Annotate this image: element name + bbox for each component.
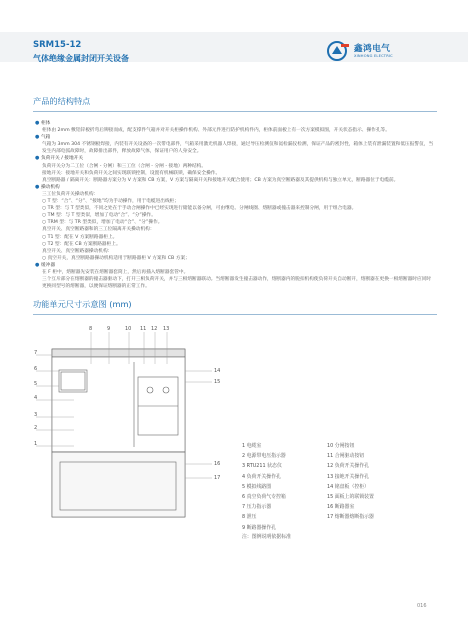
feature-option-text: T 型：“合”、“分”、“接地”均为手动操作，用于电缆进出线柜；: [47, 199, 180, 205]
product-model: SRM15-12: [33, 40, 82, 50]
legend-item: 14 铭盘板（控柜）: [327, 483, 370, 490]
feature-option-text: T1 型：配在 V 方案断路器柜上。: [47, 234, 118, 240]
diagram-note: 注：图例说明依据标准: [242, 534, 291, 540]
legend-item: 13 接地开关操作孔: [327, 473, 370, 480]
callout-6: 6: [34, 366, 38, 372]
callout-1: 1: [34, 441, 38, 447]
legend-item: 4 负荷开关操作孔: [242, 473, 281, 480]
legend-item: 9 断路器操作孔: [242, 524, 277, 531]
legend-item: 8 泄压: [242, 514, 257, 521]
feature-option: [35, 212, 435, 219]
legend-item: 10 分闸按钮: [327, 443, 355, 449]
feature-option: [35, 198, 435, 205]
callout-9: 9: [107, 326, 111, 332]
feature-option: [35, 205, 435, 212]
page-number: 016: [417, 603, 427, 609]
feature-heading-text: 柜体: [40, 121, 51, 126]
feature-text: 三个互斥部分在熔断器的撞击器驱动下，打开三相负荷开关，并与三相熔断器联动。当熔断器发生撞击器动作，熔断器内的脱扣机构使负荷开关自动断开，熔断器在更换一相熔断器时应同时更换同型号的熔断器，以便保证熔断器的正常工作。: [42, 277, 432, 290]
feature-text: 气箱为 3mm 304 不锈钢板焊接，内装有开关设备的一次带电部件，气箱采用激光机器人焊接，通过导压检测仪和氦检漏仪检测，保证产品的密封性，箱体上装有泄漏装置和低压报警仪，当发生内部电弧故障时，故障排出部件，释放故障气体，保证用户的人身安全。: [42, 142, 434, 155]
callout-2: 2: [34, 425, 38, 431]
feature-option: [35, 219, 435, 226]
callout-3: 3: [34, 412, 38, 418]
legend-item: 6 真空负荷气专控箱: [242, 494, 286, 500]
bullet-icon: ●: [35, 120, 41, 126]
feature-heading-text: 缓冲器: [40, 262, 56, 268]
callout-11: 11: [140, 326, 147, 332]
structure-section-title: 产品的结构特点: [33, 96, 91, 106]
legend-item: 2 电源带电压指示器: [242, 453, 286, 460]
brand-logo-icon: [327, 41, 351, 61]
callout-13: 13: [163, 326, 170, 332]
circle-bullet-icon: ○: [42, 199, 48, 205]
legend-item: 12 负荷开关操作孔: [327, 463, 370, 470]
feature-heading-text: 气箱: [40, 135, 51, 141]
bullet-icon: ●: [35, 134, 41, 141]
dimension-section-title: 功能单元尺寸示意图 (mm): [33, 299, 132, 309]
feature-text: 真空开关、真空断路器操动机构：: [42, 248, 113, 254]
callout-8: 8: [89, 326, 93, 332]
section-divider-2: [33, 314, 437, 315]
feature-heading: [35, 120, 435, 127]
feature-text: 接地开关：接地开关和负荷开关之间实现联锁控制，设置有机械联锁，确保安全操作。: [42, 170, 221, 176]
callout-5: 5: [34, 381, 38, 387]
feature-option-text: TR 型：与 T 型类似，不同之处在于手动合闸操作中已经实现进行储能以备分闸，可由继电、分闸线圈、熔断器或撞击器来控制分闸，用于组合电器。: [47, 206, 357, 212]
structure-body: [35, 120, 435, 290]
feature-text: 在 F 柜中，熔断器先安装在熔断器套筒上，然后再插入熔断器套管中。: [42, 269, 189, 275]
feature-heading: [35, 155, 435, 162]
feature-text: 负荷开关分为二工位（合闸 - 分闸）和三工位（合闸 - 分闸 - 接地）两种结构。: [42, 163, 207, 169]
callout-15: 15: [214, 379, 221, 385]
callout-4: 4: [34, 395, 38, 401]
circle-bullet-icon: ○: [42, 220, 48, 226]
feature-option-text: 真空开关，真空断路器操动机构适用于断路器柜 V 方案和 CB 方案；: [47, 255, 190, 261]
feature-text: 柜体由 2mm 敷铝锌板折弯后铆接而成，配支撑件气箱并对开关柜操作机构、外部元件进行防护机构件内，柜体前面板上有一次方案模拟图，开关状态指示、操作孔等。: [42, 128, 390, 134]
legend-item: 3 RTU211 状态仪: [242, 463, 282, 470]
feature-option: [35, 241, 435, 248]
feature-text: 真空断路器 / 隔离开关：断路器方案分为 V 方案和 CB 方案，V 方案与隔离开关和接地开关配合使用；CB 方案为真空断路器及其提供机构与独立单元，断路器位于电缆前。: [42, 177, 399, 183]
page-header: [0, 0, 468, 76]
circle-bullet-icon: ○: [42, 206, 48, 212]
legend-item: 1 电缆室: [242, 443, 262, 449]
feature-text: 真空开关、真空断路器和的三工位隔离开关操动机构：: [42, 227, 155, 233]
legend-item: 17 熔断器熔断指示器: [327, 514, 374, 521]
callout-17: 17: [214, 475, 221, 481]
product-subtitle: 气体绝缘金属封闭开关设备: [33, 54, 129, 63]
circle-bullet-icon: ○: [42, 234, 48, 240]
feature-option: [35, 255, 435, 262]
brand-logo: [327, 41, 437, 61]
callout-10: 10: [125, 326, 132, 332]
callout-7: 7: [34, 350, 38, 356]
legend-item: 11 合闸驱动按钮: [327, 453, 365, 460]
feature-option-text: T2 型：配在 CB 方案断路器柜上。: [47, 241, 121, 247]
feature-heading-text: 负荷开关 / 接地开关: [40, 156, 84, 162]
brand-name-en: XINHONG ELECTRIC: [354, 54, 393, 58]
bullet-icon: ●: [35, 261, 41, 268]
circle-bullet-icon: ○: [42, 213, 48, 219]
legend-item: 5 模拟线路图: [242, 483, 272, 490]
feature-option-text: TRM 型：与 TR 型类似，增加了电动“合”、“分”操作。: [47, 220, 163, 226]
circle-bullet-icon: ○: [42, 255, 48, 261]
feature-option-text: TM 型：与 T 型类似，增加了电动“合”、“分”操作。: [47, 213, 156, 219]
feature-heading: [35, 134, 435, 141]
feature-text: 三工位负荷开关操动机构：: [42, 191, 99, 197]
legend-item: 7 压力指示器: [242, 504, 272, 511]
section-divider: [33, 111, 437, 112]
feature-heading: [35, 184, 435, 191]
brand-name: 鑫鸿电气: [354, 44, 391, 54]
bullet-icon: ●: [35, 155, 41, 162]
cabinet-diagram: [34, 322, 236, 522]
callout-16: 16: [214, 461, 221, 467]
callout-12: 12: [151, 326, 158, 332]
feature-heading: [35, 262, 435, 269]
bullet-icon: ●: [35, 183, 41, 190]
legend-item: 16 断路器室: [327, 504, 355, 511]
feature-heading-text: 操动机构: [40, 184, 60, 190]
callout-14: 14: [214, 368, 221, 374]
legend-item: 15 面板上的联锁装置: [327, 494, 374, 500]
circle-bullet-icon: ○: [42, 241, 48, 247]
feature-option: [35, 234, 435, 241]
